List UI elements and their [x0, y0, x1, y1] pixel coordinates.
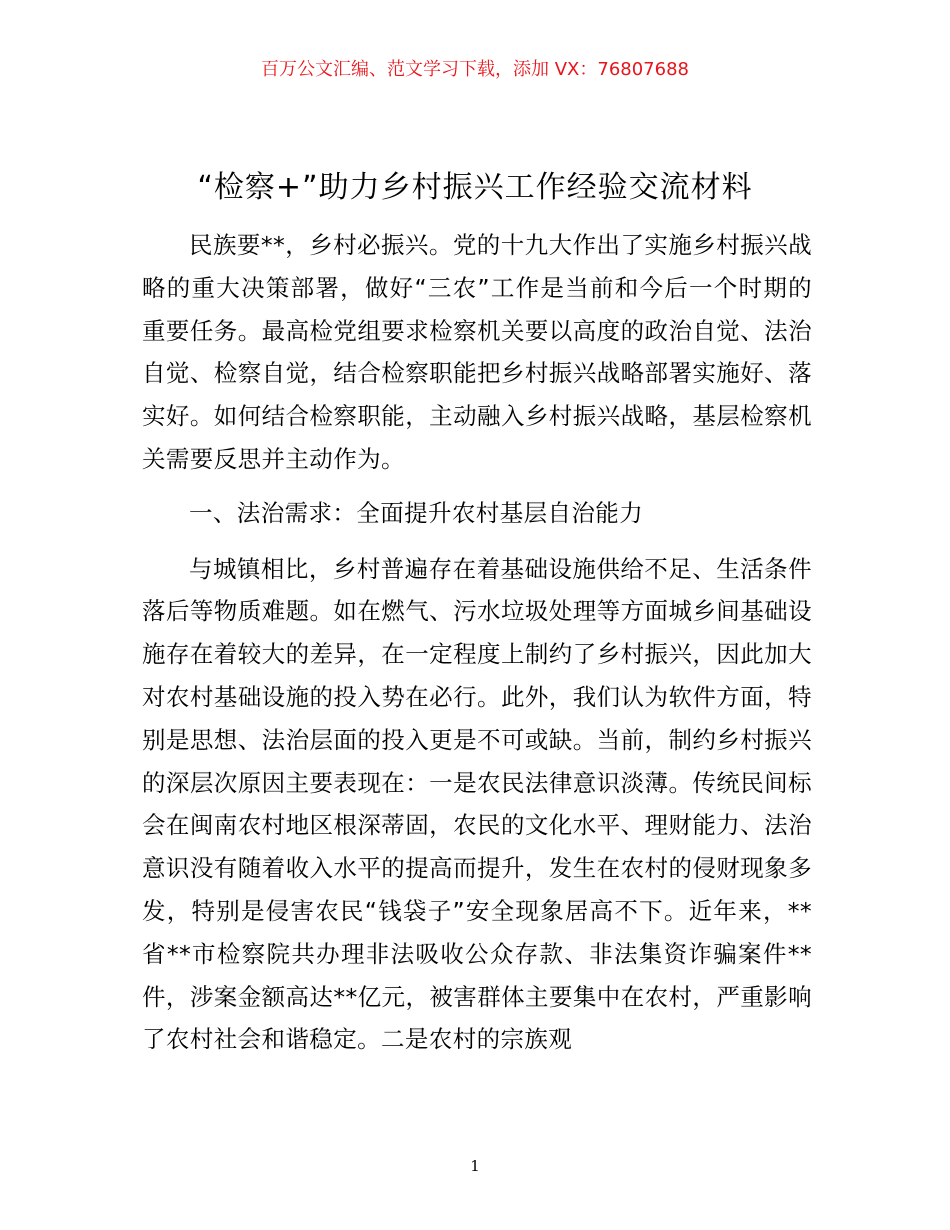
section-1-heading: 一、法治需求：全面提升农村基层自治能力 [189, 498, 644, 527]
document-body [142, 224, 812, 1061]
header-note: 百万公文汇编、范文学习下载，添加 VX：76807688 [261, 59, 689, 80]
document-title: “检察+”助力乡村振兴工作经验交流材料 [197, 170, 753, 205]
section-1-paragraph: 与城镇相比，乡村普遍存在着基础设施供给不足、生活条件落后等物质难题。如在燃气、污水垃圾处理等方面城乡间基础设施存在着较大的差异，在一定程度上制约了乡村振兴，因此加大对农村基础设施的投入势在必行。此外，我们认为软件方面，特别是思想、法治层面的投入更是不可或缺。当前，制约乡村振兴的深层次原因主要表现在：一是农民法律意识淡薄。传统民间标会在闽南农村地区根深蒂固，农民的文化水平、理财能力、法治意识没有随着收入水平的提高而提升，发生在农村的侵财现象多发，特别是侵害农民“钱袋子”安全现象居高不下。近年来，**省**市检察院共办理非法吸收公众存款、非法集资诈骗案件**件，涉案金额高达**亿元，被害群体主要集中在农村，严重影响了农村社会和谐稳定。二是农村的宗族观 [142, 554, 812, 1054]
intro-paragraph: 民族要**，乡村必振兴。党的十九大作出了实施乡村振兴战略的重大决策部署，做好“三农”工作是当前和今后一个时期的重要任务。最高检党组要求检察机关要以高度的政治自觉、法治自觉、检察自觉，结合检察职能把乡村振兴战略部署实施好、落实好。如何结合检察职能，主动融入乡村振兴战略，基层检察机关需要反思并主动作为。 [142, 231, 812, 473]
page-number: 1 [470, 1157, 480, 1175]
